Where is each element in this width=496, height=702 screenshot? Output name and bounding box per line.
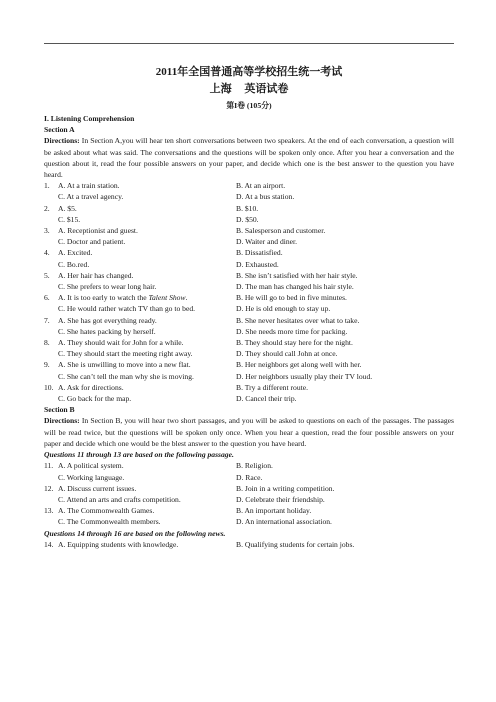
option-b: B. She isn’t satisfied with her hair style. bbox=[236, 270, 358, 280]
question-number: 6. bbox=[44, 293, 50, 303]
option-a: A. $5. bbox=[58, 203, 77, 213]
option-a: A. At a train station. bbox=[58, 181, 120, 191]
question-row-2 bbox=[44, 191, 454, 202]
question-14 bbox=[44, 539, 454, 550]
option-a: A. Equipping students with knowledge. bbox=[58, 539, 179, 549]
exam-subtitle: 上海 英语试卷 bbox=[209, 83, 289, 95]
option-b: B. He will go to bed in five minutes. bbox=[236, 293, 347, 303]
question-number-spacer bbox=[44, 259, 58, 270]
option-c: C. Working language. bbox=[58, 472, 125, 482]
option-d: D. Exhausted. bbox=[236, 259, 279, 269]
option-a: A. The Commonwealth Games. bbox=[58, 506, 155, 516]
question-number: 4. bbox=[44, 248, 50, 258]
option-c: C. Go back for the map. bbox=[58, 394, 132, 404]
option-d: D. He is old enough to stay up. bbox=[236, 304, 331, 314]
option-c: C. He would rather watch TV than go to bed. bbox=[58, 304, 196, 314]
question-row bbox=[44, 292, 454, 303]
question-row bbox=[44, 203, 454, 214]
directions-a-label: Directions: bbox=[44, 136, 80, 146]
option-c: C. Doctor and patient. bbox=[58, 237, 126, 247]
question-row bbox=[44, 247, 454, 258]
question-row-2 bbox=[44, 348, 454, 359]
question-number: 3. bbox=[44, 226, 50, 236]
question-number: 13. bbox=[44, 506, 54, 516]
question-row-2 bbox=[44, 393, 454, 404]
question-row bbox=[44, 460, 454, 471]
option-d: D. They should call John at once. bbox=[236, 349, 338, 359]
question-number-spacer bbox=[44, 191, 58, 202]
option-a: A. Ask for directions. bbox=[58, 382, 124, 392]
question-number: 2. bbox=[44, 203, 50, 213]
part-heading: I. Listening Comprehension bbox=[44, 114, 135, 123]
question-number-spacer bbox=[44, 281, 58, 292]
option-a bbox=[58, 292, 236, 303]
question-row bbox=[44, 180, 454, 191]
volume-heading: 第I卷 (105分) bbox=[226, 101, 272, 110]
option-a-title: Talent Show bbox=[148, 293, 186, 303]
option-a: A. Discuss current issues. bbox=[58, 483, 137, 493]
section-a-questions bbox=[44, 180, 454, 404]
question-row-2 bbox=[44, 303, 454, 314]
question-row-2 bbox=[44, 236, 454, 247]
option-d: D. Celebrate their friendship. bbox=[236, 494, 325, 504]
question-number: 1. bbox=[44, 181, 50, 191]
option-a: A. She has got everything ready. bbox=[58, 315, 157, 325]
section-b-questions bbox=[44, 460, 454, 527]
option-a: A. Her hair has changed. bbox=[58, 270, 134, 280]
question-number: 5. bbox=[44, 270, 50, 280]
option-d: D. She needs more time for packing. bbox=[236, 326, 348, 336]
directions-b bbox=[44, 415, 454, 449]
option-d: D. An international association. bbox=[236, 517, 332, 527]
section-b-heading: Section B bbox=[44, 405, 75, 415]
option-d: D. Cancel their trip. bbox=[236, 394, 297, 404]
question-row bbox=[44, 505, 454, 516]
directions-a-text: In Section A,you will hear ten short conversations between two speakers. At the end of each conversation, a question will be asked about what was said. The conversations and the questions will be spoken only once. After you hear a conversation and the question about it, read the four possible answers on your paper, and decide which one is the best answer to the question you have heard. bbox=[44, 136, 454, 180]
question-row-2 bbox=[44, 516, 454, 527]
question-number: 11. bbox=[44, 461, 54, 471]
question-number: 10. bbox=[44, 382, 54, 392]
option-c: C. The Commonwealth members. bbox=[58, 517, 161, 527]
question-row-2 bbox=[44, 214, 454, 225]
question-number: 8. bbox=[44, 338, 50, 348]
option-d: D. Waiter and diner. bbox=[236, 237, 298, 247]
option-b: B. She never hesitates over what to take. bbox=[236, 315, 360, 325]
option-d: D. Her neighbors usually play their TV loud. bbox=[236, 371, 373, 381]
question-row-2 bbox=[44, 371, 454, 382]
option-c: C. Attend an arts and crafts competition. bbox=[58, 494, 181, 504]
option-d: D. At a bus station. bbox=[236, 192, 295, 202]
question-number-spacer bbox=[44, 303, 58, 314]
option-d: D. $50. bbox=[236, 214, 259, 224]
option-a: A. She is unwilling to move into a new flat. bbox=[58, 360, 191, 370]
option-b: B. Religion. bbox=[236, 461, 273, 471]
option-b: B. An important holiday. bbox=[236, 506, 312, 516]
question-number-spacer bbox=[44, 494, 58, 505]
option-c: C. She can’t tell the man why she is moving. bbox=[58, 371, 194, 381]
question-number-spacer bbox=[44, 371, 58, 382]
option-a-text: A. It is too early to watch the bbox=[58, 293, 149, 303]
header-rule bbox=[44, 43, 454, 44]
option-d: D. The man has changed his hair style. bbox=[236, 282, 354, 292]
option-a: A. A political system. bbox=[58, 461, 124, 471]
option-d: D. Race. bbox=[236, 472, 263, 482]
question-number-spacer bbox=[44, 472, 58, 483]
question-number-spacer bbox=[44, 214, 58, 225]
question-row-2 bbox=[44, 281, 454, 292]
option-c: C. She hates packing by herself. bbox=[58, 326, 156, 336]
option-c: C. Bo.red. bbox=[58, 259, 90, 269]
question-row-2 bbox=[44, 494, 454, 505]
question-row bbox=[44, 483, 454, 494]
news-note: Questions 14 through 16 are based on the following news. bbox=[44, 528, 226, 538]
option-b: B. Her neighbors get along well with her. bbox=[236, 360, 362, 370]
directions-b-label: Directions: bbox=[44, 416, 80, 426]
exam-page bbox=[44, 60, 454, 550]
option-a-end: . bbox=[185, 293, 188, 303]
option-c: C. $15. bbox=[58, 214, 81, 224]
question-row bbox=[44, 225, 454, 236]
option-a: A. Excited. bbox=[58, 248, 93, 258]
directions-a bbox=[44, 135, 454, 180]
question-row bbox=[44, 270, 454, 281]
question-number-spacer bbox=[44, 393, 58, 404]
question-row-2 bbox=[44, 259, 454, 270]
question-number: 7. bbox=[44, 315, 50, 325]
option-b: B. Qualifying students for certain jobs. bbox=[236, 539, 355, 549]
question-row-2 bbox=[44, 472, 454, 483]
section-a-heading: Section A bbox=[44, 125, 75, 135]
option-b: B. Try a different route. bbox=[236, 382, 308, 392]
question-number: 9. bbox=[44, 360, 50, 370]
option-b: B. Join in a writing competition. bbox=[236, 483, 335, 493]
question-number: 14. bbox=[44, 539, 54, 549]
question-row bbox=[44, 315, 454, 326]
option-b: B. They should stay here for the night. bbox=[236, 338, 353, 348]
option-a: A. They should wait for John for a while. bbox=[58, 338, 184, 348]
directions-b-text: In Section B, you will hear two short passages, and you will be asked to questions on each of the passages. The passages will be read twice, but the questions will be spoken only once. When you hear a question, read the four possible answers on your paper and decide which one would be the blest answer to the question you have heard. bbox=[44, 416, 454, 448]
option-c: C. She prefers to wear long hair. bbox=[58, 282, 157, 292]
option-a: A. Receptionist and guest. bbox=[58, 226, 138, 236]
question-number-spacer bbox=[44, 348, 58, 359]
question-row-2 bbox=[44, 326, 454, 337]
passage-note: Questions 11 through 13 are based on the following passage. bbox=[44, 450, 234, 460]
question-row bbox=[44, 382, 454, 393]
question-number-spacer bbox=[44, 516, 58, 527]
exam-title: 2011年全国普通高等学校招生统一考试 bbox=[155, 66, 343, 78]
option-b: B. Dissatisfied. bbox=[236, 248, 283, 258]
question-number-spacer bbox=[44, 326, 58, 337]
option-b: B. $10. bbox=[236, 203, 259, 213]
question-row bbox=[44, 359, 454, 370]
question-number: 12. bbox=[44, 483, 54, 493]
option-c: C. They should start the meeting right away. bbox=[58, 349, 193, 359]
option-b: B. Salesperson and customer. bbox=[236, 226, 326, 236]
option-b: B. At an airport. bbox=[236, 181, 286, 191]
question-row bbox=[44, 337, 454, 348]
question-number-spacer bbox=[44, 236, 58, 247]
option-c: C. At a travel agency. bbox=[58, 192, 124, 202]
